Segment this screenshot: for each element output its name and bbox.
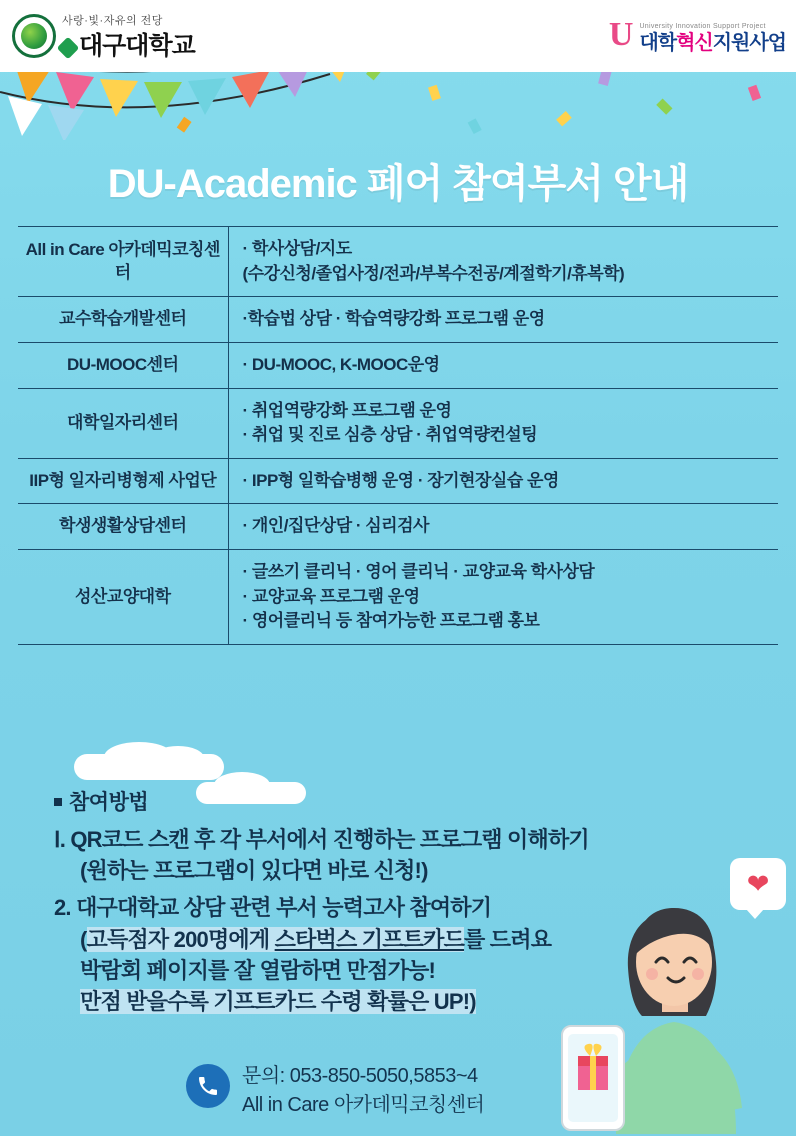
howto-step-1	[54, 824, 754, 886]
department-name: DU-MOOC센터	[18, 342, 228, 388]
phone-icon	[186, 1064, 230, 1108]
heart-icon: ❤	[746, 868, 770, 899]
howto-section	[54, 786, 754, 1017]
step2-sub-c: 만점 받을수록 기프트카드 수령 확률은 UP!)	[80, 989, 476, 1015]
step2-underline-giftcard: 스타벅스 기프트카드	[274, 926, 465, 952]
program-name-part3: 지원사업	[712, 31, 786, 54]
department-name: All in Care 아카데믹코칭센터	[18, 227, 228, 297]
department-description: · 개인/집단상담 · 심리검사	[228, 504, 778, 550]
university-tagline: 사랑·빛·자유의 전당	[62, 15, 163, 27]
department-name: 학생생활상담센터	[18, 504, 228, 550]
square-bullet-icon	[54, 798, 62, 806]
cloud-decoration	[152, 746, 204, 770]
header-bar	[0, 0, 796, 72]
department-description: · 취업역량강화 프로그램 운영 · 취업 및 진로 심층 상담 · 취업역량컨설팅	[228, 388, 778, 458]
table-row	[18, 458, 778, 504]
department-name: 대학일자리센터	[18, 388, 228, 458]
university-name: 대구대학교	[60, 26, 195, 62]
howto-heading: 참여방법	[54, 786, 754, 816]
step1-number: Ⅰ.	[54, 827, 66, 852]
university-emblem-icon	[12, 14, 56, 58]
contact-lines	[242, 1062, 484, 1120]
u-logo-icon: U	[608, 15, 634, 53]
table-row	[18, 550, 778, 645]
table-row	[18, 342, 778, 388]
department-description: · IPP형 일학습병행 운영 · 장기현장실습 운영	[228, 458, 778, 504]
howto-step-2	[54, 892, 754, 1017]
department-description: ·학습법 상담 · 학습역량강화 프로그램 운영	[228, 297, 778, 343]
table-row	[18, 504, 778, 550]
department-description: · 글쓰기 클리닉 · 영어 클리닉 · 교양교육 학사상담 · 교양교육 프로그램 운영 · 영어클리닉 등 참여가능한 프로그램 홍보	[228, 550, 778, 645]
department-description: · DU-MOOC, K-MOOC운영	[228, 342, 778, 388]
step1-text: QR코드 스캔 후 각 부서에서 진행하는 프로그램 이해하기	[70, 827, 589, 852]
step2-sub-a: (고득점자 200명에게 스타벅스 기프트카드를 드려요	[80, 926, 552, 952]
page-title: DU-Academic 페어 참여부서 안내	[107, 162, 689, 206]
contact-office: All in Care 아카데믹코칭센터	[242, 1094, 485, 1116]
department-table	[18, 226, 778, 645]
step2-number: 2.	[54, 895, 71, 921]
department-name: 교수학습개발센터	[18, 297, 228, 343]
step1-sub: (원하는 프로그램이 있다면 바로 신청!)	[80, 858, 428, 884]
table-row	[18, 227, 778, 297]
step2-highlight-1: 고득점자 200명에게	[86, 926, 275, 952]
department-description: · 학사상담/지도 (수강신청/졸업사정/전과/부복수전공/계절학기/휴복학)	[228, 227, 778, 297]
contact-phone: 문의: 053-850-5050,5853~4	[242, 1065, 478, 1087]
program-small-en: University Innovation Support Project	[639, 23, 766, 30]
program-brand	[609, 16, 786, 54]
contact-block	[186, 1062, 484, 1120]
table-row	[18, 388, 778, 458]
step2-text: 대구대학교 상담 관련 부서 능력고사 참여하기	[76, 895, 492, 921]
step2-sub-b: 박람회 페이지를 잘 열람하면 만점가능!	[80, 957, 436, 983]
diamond-icon	[57, 37, 80, 60]
table-row	[18, 297, 778, 343]
department-name: 성산교양대학	[18, 550, 228, 645]
program-name-part1: 대학	[639, 31, 677, 54]
department-name: IIP형 일자리병형제 사업단	[18, 458, 228, 504]
program-name-part2: 혁신	[676, 31, 713, 54]
heart-speech-bubble	[730, 858, 786, 910]
